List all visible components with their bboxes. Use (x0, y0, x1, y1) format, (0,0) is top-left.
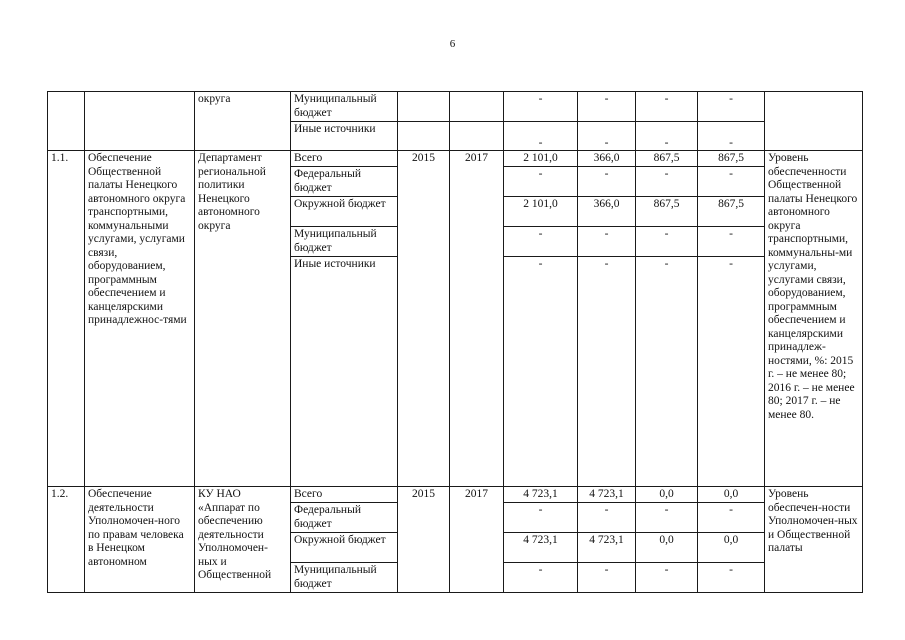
page-number: 6 (449, 38, 456, 50)
year-2016-cell: - (636, 257, 698, 487)
item-name: Обеспечение Общественной палаты Ненецкого автономного округа транспортными, коммунальными услугами, услугами связи, оборудованием, программным обеспечением и канцелярскими принадлежнос-тями (85, 151, 195, 487)
source-cell: Федеральный бюджет (291, 503, 398, 533)
year-2015-cell: - (578, 563, 636, 593)
year-2015-cell: - (578, 92, 636, 122)
table-row (48, 487, 863, 503)
year-2016-cell: - (636, 122, 698, 151)
year-2017-cell: - (698, 227, 765, 257)
year-2016-cell: - (636, 92, 698, 122)
program-table (47, 91, 863, 593)
source-cell: Муниципальный бюджет (291, 92, 398, 122)
total-cell: - (504, 122, 578, 151)
source-cell: Иные источники (291, 257, 398, 487)
source-cell: Иные источники (291, 122, 398, 151)
year-2015-cell: - (578, 257, 636, 487)
year-2015-cell: 4 723,1 (578, 487, 636, 503)
indicator-cell (765, 92, 863, 151)
year-2015-cell: 366,0 (578, 151, 636, 167)
year-2016-cell: - (636, 167, 698, 197)
year-2017-cell: - (698, 92, 765, 122)
item-indicator: Уровень обеспеченности Общественной палаты Ненецкого автономного округа транспортными, коммунальны-ми услугами, услугами связи, оборудованием, программным обеспечением и канцелярскими принадлеж-ностями, %: 2015 г. – не менее 80; 2016 г. – не менее 80; 2017 г. – не менее 80. (765, 151, 863, 487)
year-2016-cell: - (636, 503, 698, 533)
end-year-cell: 2017 (450, 487, 504, 593)
source-cell: Муниципальный бюджет (291, 563, 398, 593)
year-2016-cell: 867,5 (636, 197, 698, 227)
source-cell: Всего (291, 151, 398, 167)
total-cell: 4 723,1 (504, 533, 578, 563)
year-2015-cell: - (578, 227, 636, 257)
year-2015-cell: - (578, 122, 636, 151)
year-2015-cell: 4 723,1 (578, 533, 636, 563)
year-2016-cell: - (636, 227, 698, 257)
year-2016-cell: 0,0 (636, 487, 698, 503)
total-cell: 2 101,0 (504, 197, 578, 227)
end-year-cell: 2017 (450, 151, 504, 487)
start-year-cell (398, 92, 450, 122)
total-cell: - (504, 257, 578, 487)
source-cell: Окружной бюджет (291, 197, 398, 227)
year-2017-cell: 867,5 (698, 197, 765, 227)
year-2015-cell: 366,0 (578, 197, 636, 227)
source-cell: Всего (291, 487, 398, 503)
name-cell (85, 92, 195, 151)
year-2017-cell: - (698, 122, 765, 151)
table-row (48, 92, 863, 122)
end-year-cell (450, 122, 504, 151)
item-number: 1.1. (48, 151, 85, 487)
item-indicator: Уровень обеспечен-ности Уполномочен-ных и Общественной палаты (765, 487, 863, 593)
table-row (48, 151, 863, 167)
year-2016-cell: - (636, 563, 698, 593)
total-cell: - (504, 167, 578, 197)
year-2017-cell: 0,0 (698, 533, 765, 563)
executor-cell: округа (195, 92, 291, 151)
year-2016-cell: 867,5 (636, 151, 698, 167)
item-number: 1.2. (48, 487, 85, 593)
item-executor: Департамент региональной политики Ненецкого автономного округа (195, 151, 291, 487)
year-2017-cell: - (698, 563, 765, 593)
year-2017-cell: - (698, 167, 765, 197)
end-year-cell (450, 92, 504, 122)
num-cell (48, 92, 85, 151)
source-cell: Окружной бюджет (291, 533, 398, 563)
total-cell: - (504, 92, 578, 122)
start-year-cell: 2015 (398, 151, 450, 487)
total-cell: - (504, 227, 578, 257)
year-2017-cell: - (698, 257, 765, 487)
item-executor: КУ НАО «Аппарат по обеспечению деятельности Уполномочен-ных и Общественной (195, 487, 291, 593)
start-year-cell (398, 122, 450, 151)
source-cell: Муниципальный бюджет (291, 227, 398, 257)
total-cell: 2 101,0 (504, 151, 578, 167)
year-2017-cell: 0,0 (698, 487, 765, 503)
year-2017-cell: - (698, 503, 765, 533)
year-2015-cell: - (578, 503, 636, 533)
start-year-cell: 2015 (398, 487, 450, 593)
year-2017-cell: 867,5 (698, 151, 765, 167)
total-cell: - (504, 503, 578, 533)
year-2016-cell: 0,0 (636, 533, 698, 563)
source-cell: Федеральный бюджет (291, 167, 398, 197)
item-name: Обеспечение деятельности Уполномочен-ного по правам человека в Ненецком автономном (85, 487, 195, 593)
year-2015-cell: - (578, 167, 636, 197)
total-cell: 4 723,1 (504, 487, 578, 503)
total-cell: - (504, 563, 578, 593)
